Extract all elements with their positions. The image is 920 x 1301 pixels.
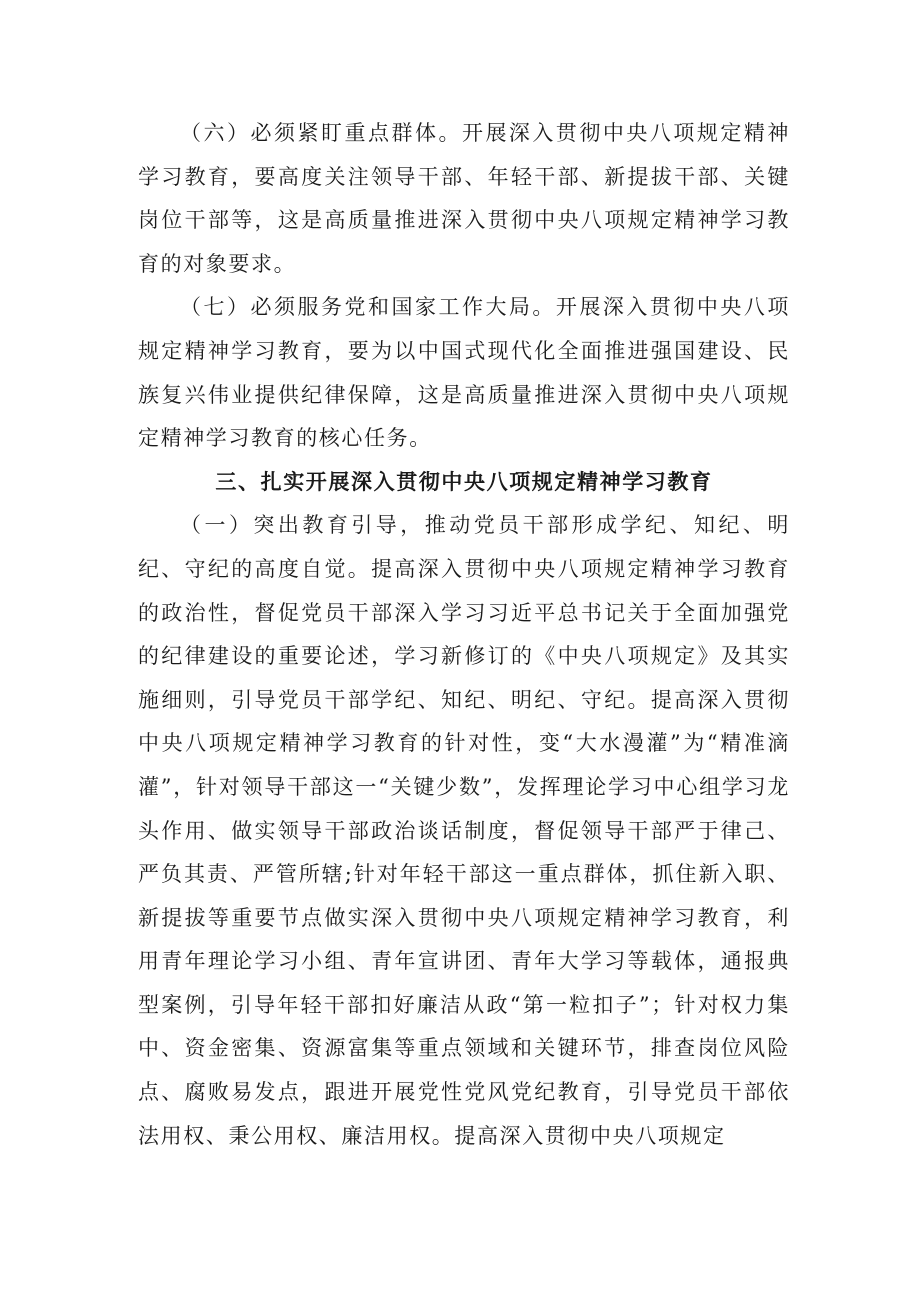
document-body — [138, 112, 790, 1158]
paragraph-six: （六）必须紧盯重点群体。开展深入贯彻中央八项规定精神学习教育，要高度关注领导干部、年轻干部、新提拔干部、关键岗位干部等，这是高质量推进深入贯彻中央八项规定精神学习教育的对象要求。 — [138, 121, 790, 276]
paragraph-seven: （七）必须服务党和国家工作大局。开展深入贯彻中央八项规定精神学习教育，要为以中国式现代化全面推进强国建设、民族复兴伟业提供纪律保障，这是高质量推进深入贯彻中央八项规定精神学习教育的核心任务。 — [138, 295, 790, 451]
paragraph-one: （一）突出教育引导，推动党员干部形成学纪、知纪、明纪、守纪的高度自觉。提高深入贯彻中央八项规定精神学习教育的政治性，督促党员干部深入学习习近平总书记关于全面加强党的纪律建设的重要论述，学习新修订的《中央八项规定》及其实施细则，引导党员干部学纪、知纪、明纪、守纪。提高深入贯彻中央八项规定精神学习教育的针对性，变“大水漫灌”为“精准滴灌”，针对领导干部这一“关键少数”，发挥理论学习中心组学习龙头作用、做实领导干部政治谈话制度，督促领导干部严于律己、严负其责、严管所辖;针对年轻干部这一重点群体，抓住新入职、新提拔等重要节点做实深入贯彻中央八项规定精神学习教育，利用青年理论学习小组、青年宣讲团、青年大学习等载体，通报典型案例，引导年轻干部扣好廉洁从政“第一粒扣子”；针对权力集中、资金密集、资源富集等重点领域和关键环节，排查岗位风险点、腐败易发点，跟进开展党性党风党纪教育，引导党员干部依法用权、秉公用权、廉洁用权。提高深入贯彻中央八项规定 — [138, 513, 790, 1148]
section-heading: 三、扎实开展深入贯彻中央八项规定精神学习教育 — [215, 469, 713, 494]
